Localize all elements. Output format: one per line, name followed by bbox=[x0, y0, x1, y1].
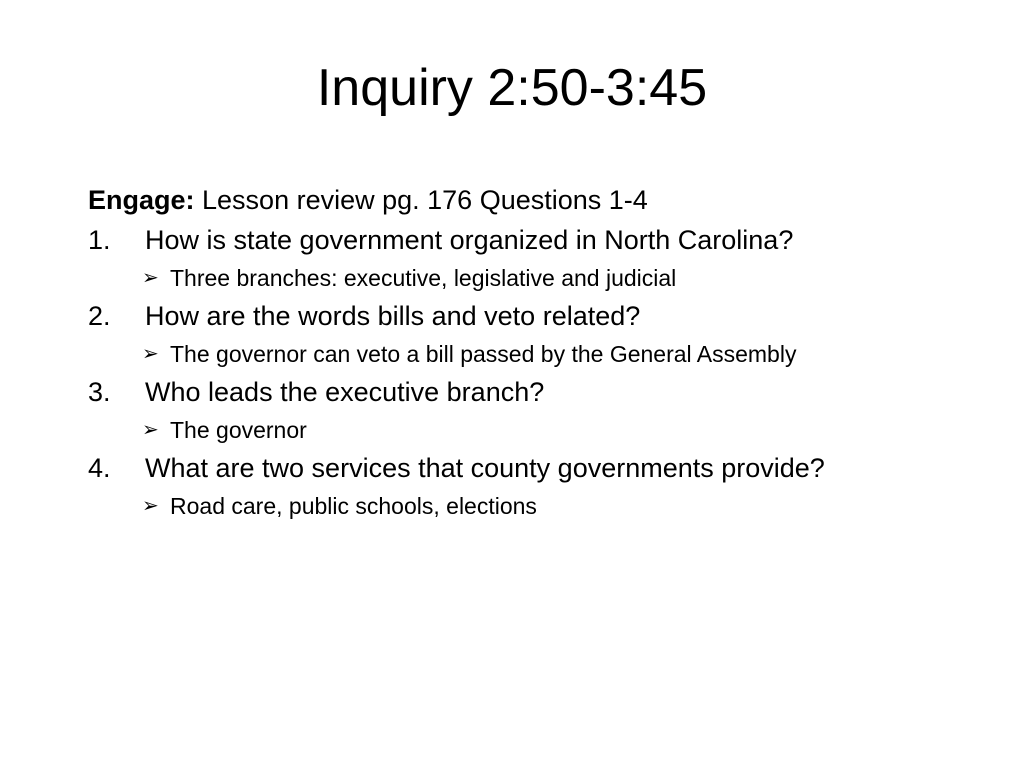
answer-text: The governor can veto a bill passed by the General Assembly bbox=[170, 341, 797, 367]
slide-body bbox=[88, 182, 968, 522]
question-number: 1. bbox=[88, 225, 111, 255]
question-number: 4. bbox=[88, 453, 111, 483]
answer-3 bbox=[88, 414, 968, 446]
question-text: How are the words bills and veto related? bbox=[145, 301, 641, 331]
answer-text: Three branches: executive, legislative and judicial bbox=[170, 265, 677, 291]
question-text: Who leads the executive branch? bbox=[145, 377, 545, 407]
answer-text: Road care, public schools, elections bbox=[170, 493, 537, 519]
arrow-bullet-icon: ➢ bbox=[142, 419, 159, 441]
engage-label: Engage: bbox=[88, 185, 195, 215]
engage-line bbox=[88, 182, 968, 218]
answer-4 bbox=[88, 490, 968, 522]
question-4 bbox=[88, 450, 968, 486]
question-1 bbox=[88, 222, 968, 258]
answer-1 bbox=[88, 262, 968, 294]
question-text: What are two services that county governments provide? bbox=[145, 453, 825, 483]
arrow-bullet-icon: ➢ bbox=[142, 343, 159, 365]
question-text: How is state government organized in North Carolina? bbox=[145, 225, 794, 255]
question-2 bbox=[88, 298, 968, 334]
arrow-bullet-icon: ➢ bbox=[142, 495, 159, 517]
answer-2 bbox=[88, 338, 968, 370]
question-3 bbox=[88, 374, 968, 410]
engage-text: Lesson review pg. 176 Questions 1-4 bbox=[194, 185, 648, 215]
arrow-bullet-icon: ➢ bbox=[142, 267, 159, 289]
answer-text: The governor bbox=[170, 417, 307, 443]
question-number: 3. bbox=[88, 377, 111, 407]
question-number: 2. bbox=[88, 301, 111, 331]
slide-title: Inquiry 2:50-3:45 bbox=[316, 59, 708, 117]
